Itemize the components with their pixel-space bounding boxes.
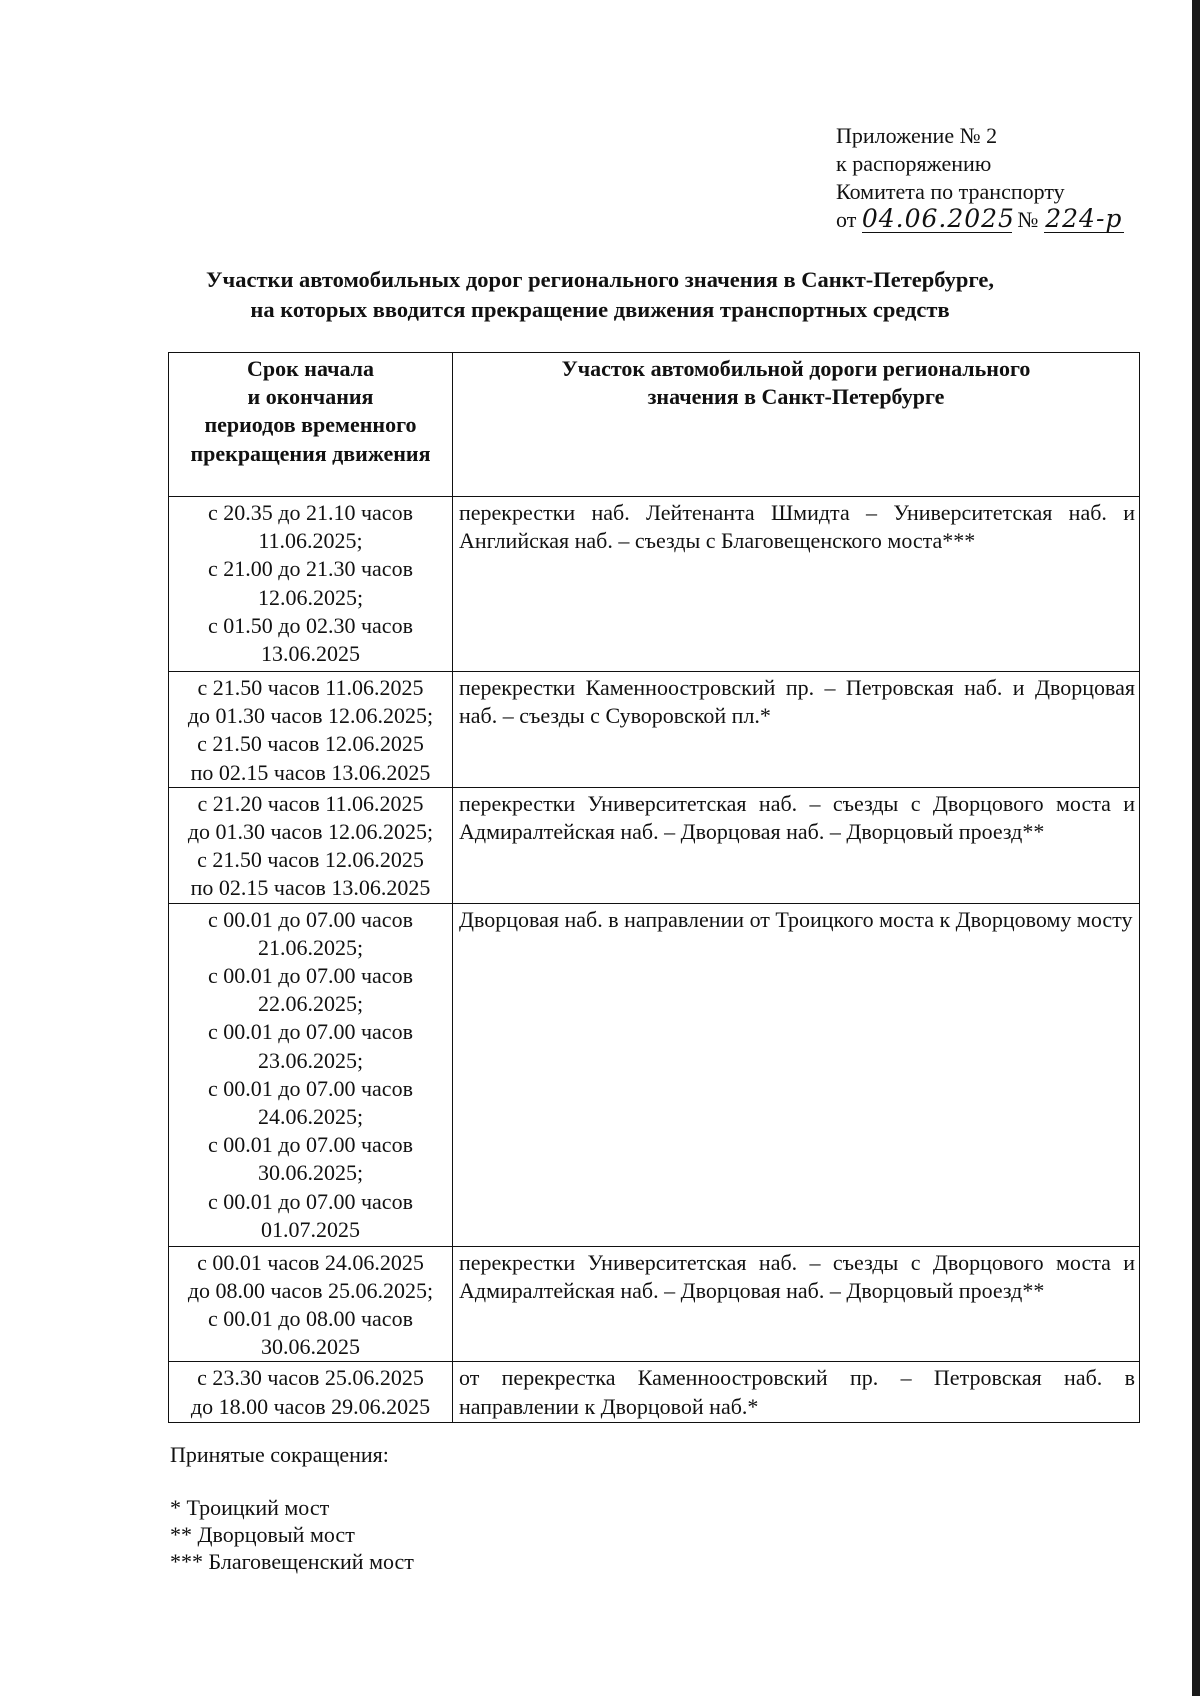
section-cell: перекрестки Университетская наб. – съезды с Дворцового моста и Адмиралтейская наб. – Дворцовая наб. – Дворцовый проезд** bbox=[453, 1246, 1140, 1362]
period-line: с 21.00 до 21.30 часов bbox=[208, 556, 413, 582]
header-section-line: значения в Санкт-Петербурге bbox=[647, 384, 945, 410]
handwritten-number: 224-р bbox=[1045, 204, 1123, 233]
period-line: 22.06.2025; bbox=[257, 991, 364, 1017]
document-title bbox=[150, 265, 1050, 325]
section-cell: Дворцовая наб. в направлении от Троицкого моста к Дворцовому мосту bbox=[453, 903, 1140, 1246]
header-section bbox=[453, 353, 1140, 497]
header-section-line: Участок автомобильной дороги регионального bbox=[561, 356, 1031, 381]
appendix-line-1: Приложение № 2 bbox=[836, 123, 998, 148]
period-line: 13.06.2025 bbox=[261, 641, 360, 667]
table-row bbox=[169, 903, 1140, 1246]
title-line-1: Участки автомобильных дорог регионального значения в Санкт-Петербурге, bbox=[206, 267, 994, 292]
period-line: с 23.30 часов 25.06.2025 bbox=[197, 1365, 424, 1391]
appendix-line-2: к распоряжению bbox=[836, 151, 992, 176]
appendix-block bbox=[836, 122, 1124, 234]
abbreviations-title: Принятые сокращения: bbox=[170, 1442, 389, 1467]
header-period-line: прекращения движения bbox=[190, 440, 431, 466]
handwritten-date: 04.06.2025 bbox=[861, 204, 1015, 233]
period-cell bbox=[169, 1246, 453, 1362]
period-cell bbox=[169, 672, 453, 788]
period-line: с 20.35 до 21.10 часов bbox=[208, 500, 413, 525]
table-header-row bbox=[169, 353, 1140, 497]
period-line: до 18.00 часов 29.06.2025 bbox=[190, 1393, 431, 1419]
section-cell: перекрестки наб. Лейтенанта Шмидта – Университетская наб. и Английская наб. – съезды с Благовещенского моста*** bbox=[453, 497, 1140, 672]
abbreviation-item: *** Благовещенский мост bbox=[170, 1549, 414, 1574]
period-line: с 21.50 часов 11.06.2025 bbox=[197, 675, 424, 700]
appendix-line-3: Комитета по транспорту bbox=[836, 179, 1065, 204]
period-line: с 21.20 часов 11.06.2025 bbox=[197, 790, 424, 816]
period-line: 24.06.2025; bbox=[257, 1104, 364, 1130]
period-line: с 00.01 до 07.00 часов bbox=[208, 1019, 413, 1045]
period-line: с 21.50 часов 12.06.2025 bbox=[197, 731, 424, 757]
abbreviations-list bbox=[170, 1494, 414, 1575]
period-line: по 02.15 часов 13.06.2025 bbox=[190, 759, 431, 785]
table-row bbox=[169, 787, 1140, 903]
period-line: до 01.30 часов 12.06.2025; bbox=[187, 819, 434, 845]
period-cell bbox=[169, 497, 453, 672]
period-line: 30.06.2025 bbox=[261, 1334, 360, 1360]
appendix-line-4 bbox=[836, 206, 1124, 234]
period-line: с 00.01 до 07.00 часов bbox=[208, 963, 413, 989]
period-line: 23.06.2025; bbox=[257, 1047, 364, 1073]
closure-table bbox=[168, 352, 1140, 1423]
period-cell bbox=[169, 903, 453, 1246]
period-line: 12.06.2025; bbox=[257, 584, 364, 610]
title-line-2: на которых вводится прекращение движения транспортных средств bbox=[250, 297, 950, 322]
table-row bbox=[169, 497, 1140, 672]
period-line: с 21.50 часов 12.06.2025 bbox=[197, 847, 424, 873]
section-cell: от перекрестка Каменноостровский пр. – Петровская наб. в направлении к Дворцовой наб.* bbox=[453, 1362, 1140, 1423]
table-row bbox=[169, 1246, 1140, 1362]
period-line: с 00.01 до 07.00 часов bbox=[208, 1132, 413, 1158]
period-line: с 00.01 до 07.00 часов bbox=[208, 1188, 413, 1214]
header-period-line: и окончания bbox=[247, 384, 374, 410]
table-row bbox=[169, 1362, 1140, 1423]
period-line: с 01.50 до 02.30 часов bbox=[208, 612, 413, 638]
section-cell: перекрестки Университетская наб. – съезды с Дворцового моста и Адмиралтейская наб. – Дворцовая наб. – Дворцовый проезд** bbox=[453, 787, 1140, 903]
from-label: от bbox=[836, 207, 857, 232]
section-cell: перекрестки Каменноостровский пр. – Петровская наб. и Дворцовая наб. – съезды с Суворовской пл.* bbox=[453, 672, 1140, 788]
period-line: 30.06.2025; bbox=[257, 1160, 364, 1186]
period-line: с 00.01 до 07.00 часов bbox=[208, 1075, 413, 1101]
period-cell bbox=[169, 1362, 453, 1423]
period-line: 01.07.2025 bbox=[261, 1216, 360, 1242]
period-cell bbox=[169, 787, 453, 903]
page-edge bbox=[1192, 0, 1200, 1696]
header-period-line: периодов временного bbox=[204, 412, 417, 438]
abbreviation-item: * Троицкий мост bbox=[170, 1495, 330, 1520]
period-line: до 01.30 часов 12.06.2025; bbox=[187, 703, 434, 729]
period-line: с 00.01 часов 24.06.2025 bbox=[197, 1249, 424, 1275]
abbreviation-item: ** Дворцовый мост bbox=[170, 1522, 355, 1547]
number-label: № bbox=[1017, 207, 1039, 232]
header-period bbox=[169, 353, 453, 497]
period-line: до 08.00 часов 25.06.2025; bbox=[187, 1277, 434, 1303]
period-line: с 00.01 до 08.00 часов bbox=[208, 1306, 413, 1332]
period-line: 11.06.2025; bbox=[258, 528, 363, 554]
period-line: с 00.01 до 07.00 часов bbox=[208, 906, 413, 932]
table-row bbox=[169, 672, 1140, 788]
period-line: 21.06.2025; bbox=[257, 934, 364, 960]
period-line: по 02.15 часов 13.06.2025 bbox=[190, 875, 431, 901]
header-period-line: Срок начала bbox=[246, 356, 375, 381]
